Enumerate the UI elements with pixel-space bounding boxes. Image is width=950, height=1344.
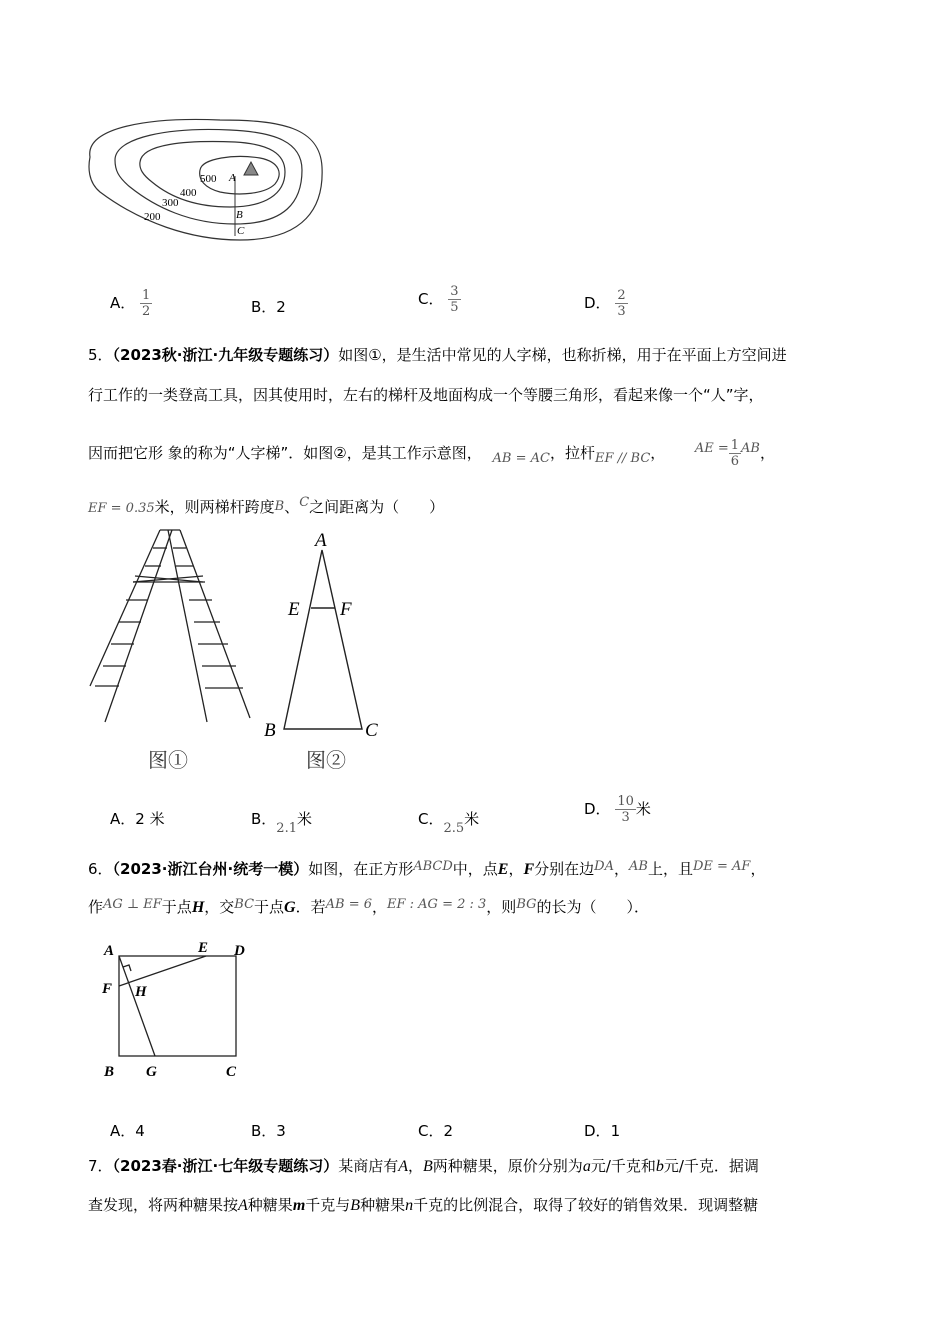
- contour-map-figure: [80, 112, 330, 247]
- q4-option-d[interactable]: D． $\frac{2}{3}$: [584, 288, 626, 319]
- sq-label-a: A: [104, 943, 115, 959]
- tri-label-b: B: [264, 720, 276, 740]
- sq-label-b: B: [104, 1064, 115, 1078]
- q5-line-2: 行工作的一类登高工具，因其使用时，左右的梯杆及地面构成一个等腰三角形，看起来像一个“人”字，: [88, 386, 764, 404]
- tri-label-a: A: [315, 530, 327, 551]
- sq-label-d: D: [234, 943, 245, 959]
- sq-label-g: G: [146, 1064, 157, 1078]
- tri-label-e: E: [288, 599, 300, 620]
- q7-line-2: 查发现，将两种糖果按A种糖果m千克与B种糖果n千克的比例混合，取得了较好的销售效果．现调整糖: [88, 1196, 759, 1214]
- q5-option-c[interactable]: C．2.5米: [418, 810, 480, 836]
- sq-label-h: H: [135, 984, 147, 1000]
- q6-option-b[interactable]: B．3: [251, 1122, 286, 1140]
- point-label-a: A: [229, 172, 236, 184]
- contour-label-400: 400: [180, 187, 197, 199]
- point-label-c: C: [237, 225, 245, 237]
- contour-label-200: 200: [144, 211, 161, 223]
- sq-label-e: E: [198, 940, 209, 956]
- ladder-figure: [85, 526, 255, 726]
- q5-option-b[interactable]: B．2.1米: [251, 810, 312, 836]
- fig2-caption: 图②: [306, 748, 346, 772]
- q5-line-4: EF = 0.35米，则两梯杆跨度B、C之间距离为（ ）: [88, 495, 445, 516]
- q4-option-a[interactable]: A． $\frac{1}{2}$: [110, 288, 151, 319]
- q4-option-b[interactable]: B．2: [251, 298, 286, 316]
- q5-option-a[interactable]: A．2 米: [110, 810, 165, 828]
- q6-option-d[interactable]: D．1: [584, 1122, 621, 1140]
- q6-line-2: 作AG ⊥ EF于点H，交BC于点G．若AB = 6，EF : AG = 2 : 3，则BG的长为（ ）．: [88, 897, 650, 916]
- sq-label-f: F: [102, 981, 113, 997]
- tri-label-c: C: [365, 720, 378, 740]
- q5-line-3: 因而把它形 象的称为“人字梯”．如图②，是其工作示意图， AB = AC，拉杆EF // BC， AE = $\frac{1}{6}$ AB，: [88, 438, 776, 469]
- q6-option-a[interactable]: A．4: [110, 1122, 145, 1140]
- q5-line-1: 5．（2023秋·浙江·九年级专题练习）如图①，是生活中常见的人字梯，也称折梯，用于在平面上方空间进: [88, 346, 787, 364]
- q5-option-d[interactable]: D． $\frac{10}{3}$ 米: [584, 794, 651, 825]
- q7-line-1: 7．（2023春·浙江·七年级专题练习）某商店有A，B两种糖果，原价分别为a元/千克和b元/千克．据调: [88, 1157, 759, 1175]
- peak-triangle-icon: [244, 162, 258, 175]
- contour-label-300: 300: [162, 197, 179, 209]
- point-label-b: B: [236, 209, 243, 221]
- square-figure: [98, 938, 258, 1078]
- tri-label-f: F: [340, 599, 352, 620]
- sq-label-c: C: [226, 1064, 237, 1078]
- contour-label-500: 500: [200, 173, 217, 185]
- q6-line-1: 6．（2023·浙江台州·统考一模）如图，在正方形ABCD中，点E，F分别在边DA，AB上，且DE = AF，: [88, 859, 766, 878]
- q6-option-c[interactable]: C．2: [418, 1122, 454, 1140]
- q4-option-c[interactable]: C． $\frac{3}{5}$: [418, 284, 459, 315]
- fig1-caption: 图①: [148, 748, 188, 772]
- triangle-figure: [260, 526, 390, 740]
